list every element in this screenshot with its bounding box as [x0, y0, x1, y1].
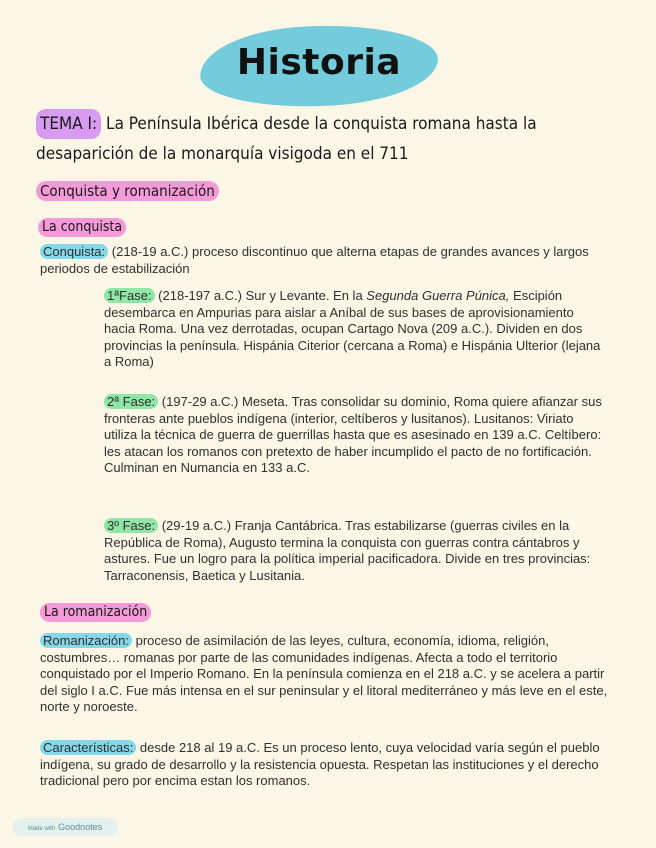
subheading-romanizacion-label: La romanización: [40, 603, 151, 622]
phase-1-paragraph: [104, 288, 604, 371]
term-phase-1: 1ªFase:: [104, 288, 155, 303]
caracteristicas-paragraph: [40, 740, 616, 790]
term-phase-2: 2ª Fase:: [104, 394, 158, 409]
caracteristicas-text: desde 218 al 19 a.C. Es un proceso lento, cuya velocidad varía según el pueblo indígena, su grado de desarrollo y la resistencia opuesta. Respetan las instituciones y el derecho tradicional pero por encima estan los romanos.: [40, 740, 600, 788]
section-title: Conquista y romanización: [36, 181, 219, 201]
badge-small-text: Made with: [27, 826, 56, 832]
made-with-goodnotes-badge[interactable]: [12, 818, 118, 836]
romanizacion-text: proceso de asimilación de las leyes, cultura, economía, idioma, religión, costumbres… romanas por parte de las comunidades indígenas. Afecta a todo el territorio conquistado por el Imperio Romano. En la península comienza en el 218 a.C. y se acelera a partir del siglo I a.C. Fue más intensa en el sur peninsular y el litoral mediterráneo y más leve en el este, norte y noroeste.: [40, 633, 608, 714]
subheading-conquista: [38, 218, 126, 237]
term-caracteristicas: Características:: [40, 740, 136, 755]
term-conquista: Conquista:: [40, 244, 108, 259]
section-heading: [36, 181, 219, 201]
topic-label: TEMA I:: [36, 109, 101, 139]
conquista-text: (218-19 a.C.) proceso discontinuo que alterna etapas de grandes avances y largos periodos de estabilización: [40, 244, 589, 276]
phase-3-text: (29-19 a.C.) Franja Cantábrica. Tras estabilizarse (guerras civiles en la República de Roma), Augusto termina la conquista con guerras contra cántabros y astures. Fue un logro para la política imperial pacificadora. Divide en tres provincias: Tarraconensis, Baetica y Lusitania.: [104, 518, 591, 583]
term-romanizacion: Romanización:: [40, 633, 132, 648]
phase-3-paragraph: [104, 518, 624, 584]
phase-2-paragraph: [104, 394, 604, 477]
page-title: Historia: [236, 42, 402, 83]
phase-1-text-b: Escipión desembarca en Ampurias para aislar a Aníbal de sus bases de aprovisionamiento hacia Roma. Una vez derrotadas, ocupan Cartago Nova (209 a.C.). Dividen en dos provincias la península. Hispánia Citerior (cercana a Roma) e Hispánia Ulterior (lejana a Roma): [104, 288, 601, 369]
phase-1-italic: Segunda Guerra Púnica,: [366, 288, 510, 303]
term-phase-3: 3º Fase:: [104, 518, 158, 533]
topic-text: La Península Ibérica desde la conquista romana hasta la desaparición de la monarquía visigoda en el 711: [36, 114, 537, 164]
subheading-romanizacion: [40, 603, 151, 622]
conquista-paragraph: [40, 244, 620, 277]
phase-1-text-a: (218-197 a.C.) Sur y Levante. En la: [154, 288, 367, 303]
subheading-conquista-label: La conquista: [38, 218, 126, 237]
phase-2-text: (197-29 a.C.) Meseta. Tras consolidar su dominio, Roma quiere afianzar sus fronteras ante pueblos indígena (interior, celtíberos y lusitanos). Lusitanos: Viriato utiliza la técnica de guerra de guerrillas hasta que es asesinado en 139 a.C. Celtíbero: les atacan los romanos con pretexto de haber incumplido el pacto de no fortificación. Culminan en Numancia en 133 a.C.: [104, 394, 602, 475]
romanizacion-paragraph: [40, 633, 616, 716]
badge-brand: Goodnotes: [58, 822, 103, 832]
topic-heading: [36, 109, 636, 169]
